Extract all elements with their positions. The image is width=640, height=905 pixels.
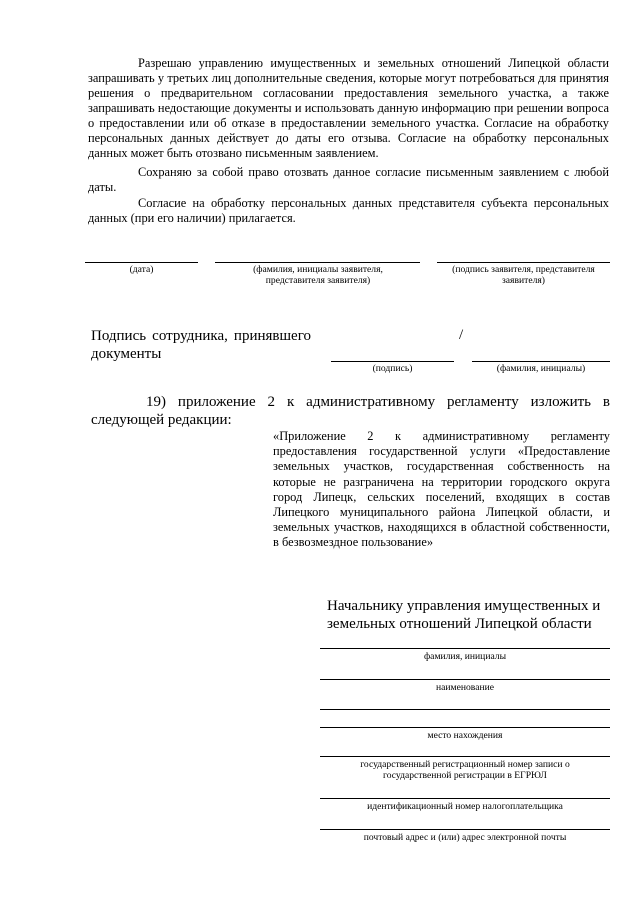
employee-name-line — [472, 361, 610, 362]
revoke-paragraph: Сохраняю за собой право отозвать данное согласие письменным заявлением с любой даты. — [88, 165, 609, 194]
field-line-egrul — [320, 756, 610, 757]
amendment-text: 19) приложение 2 к административному регламенту изложить в следующей редакции: — [91, 394, 610, 428]
employee-sign-line — [331, 361, 454, 362]
applicant-sign-caption: (подпись заявителя, представителя заявителя) — [452, 264, 595, 286]
date-caption: (дата) — [129, 264, 154, 275]
field-line-inn — [320, 798, 610, 799]
date-line — [85, 262, 198, 263]
slash: / — [459, 327, 464, 343]
field-caption-name: фамилия, инициалы — [423, 651, 507, 662]
field-line-extra — [320, 709, 610, 710]
field-line-address — [320, 829, 610, 830]
employee-name-caption: (фамилия, инициалы) — [496, 363, 586, 374]
field-caption-egrul: государственный регистрационный номер записи о государственной регистрации в ЕГРЮЛ — [360, 759, 570, 781]
appendix-text: «Приложение 2 к административному регламенту предоставления государственной услуги «Предоставление земельных участков, государственная собственность на которые не разграничена на территории городского округа город Липецк, сельских поселений, входящих в состав Липецкого муниципального района Липецкой области, и земельных участков, находящихся в областной собственности, в безвозмездное пользование» — [273, 429, 610, 550]
field-caption-location: место нахождения — [427, 730, 503, 741]
field-caption-title: наименование — [436, 682, 494, 693]
field-line-title — [320, 679, 610, 680]
addressee-title: Начальнику управления имущественных и земельных отношений Липецкой области — [327, 598, 601, 632]
representative-paragraph: Согласие на обработку персональных данных представителя субъекта персональных данных (при его наличии) прилагается. — [88, 196, 609, 225]
applicant-sign-line — [437, 262, 610, 263]
field-line-location — [320, 727, 610, 728]
field-line-name — [320, 648, 610, 649]
applicant-name-line — [215, 262, 420, 263]
field-caption-inn: идентификационный номер налогоплательщика — [367, 801, 563, 812]
applicant-name-caption: (фамилия, инициалы заявителя, представителя заявителя) — [253, 264, 383, 286]
consent-paragraph: Разрешаю управлению имущественных и земельных отношений Липецкой области запрашивать у третьих лиц дополнительные сведения, которые могут потребоваться для принятия решения о предварительном согласовании предоставления земельного участка, а также запрашивать недостающие документы и использовать данную информацию при решении вопроса о предоставлении или об отказе в предоставлении земельного участка. Согласие на обработку персональных данных действует до даты его отзыва. Согласие на обработку персональных данных может быть отозвано письменным заявлением. — [88, 56, 609, 160]
employee-label-line1 — [91, 327, 311, 363]
employee-label: Подпись сотрудника, принявшего документы — [91, 328, 311, 362]
employee-sign-caption: (подпись) — [372, 363, 413, 374]
field-caption-address: почтовый адрес и (или) адрес электронной почты — [363, 832, 567, 843]
